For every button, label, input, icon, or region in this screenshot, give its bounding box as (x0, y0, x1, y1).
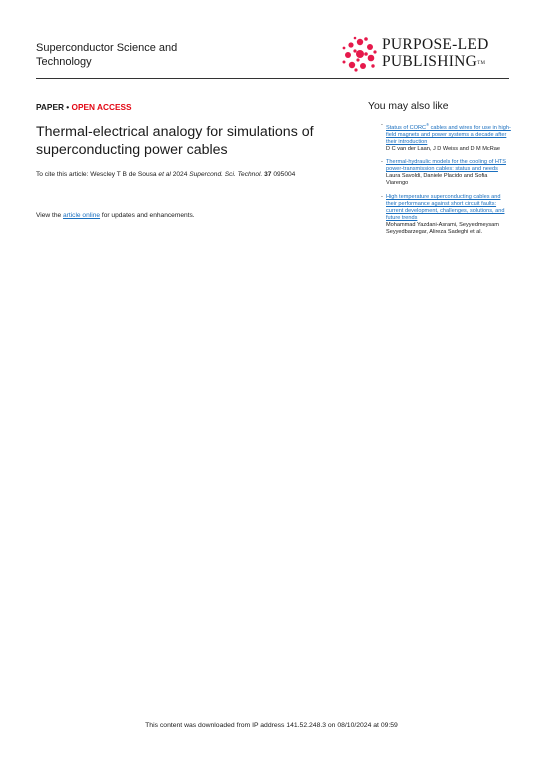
related-item-link[interactable]: High temperature superconducting cables and their performance against short circuit faults: current development, challenges, solutions, and future trends (386, 194, 505, 221)
paper-label: PAPER (36, 102, 64, 112)
related-heading: You may also like (368, 101, 449, 112)
related-item-authors: Mohammad Yazdani-Asrami, Seyyedmeysam Seyyedbarzegar, Alireza Sadeghi et al. (386, 221, 499, 235)
article-title: Thermal-electrical analogy for simulations of superconducting power cables (36, 124, 314, 158)
cite-prefix: To cite this article: Wescley T B de Sousa (36, 171, 159, 178)
related-title-part[interactable]: Status of CORC (386, 124, 427, 131)
list-dash: - (381, 159, 383, 166)
journal-name (36, 41, 196, 69)
related-item (381, 194, 511, 235)
related-item-link[interactable] (386, 122, 511, 145)
list-dash: - (381, 122, 383, 128)
cite-journal: Supercond. Sci. Technol. (189, 171, 263, 178)
related-list (381, 122, 511, 243)
list-dash: - (381, 194, 383, 201)
publisher-logo-text (382, 36, 489, 70)
publisher-logo[interactable] (342, 36, 512, 74)
journal-name-line1: Superconductor Science and (36, 42, 178, 54)
logo-trademark: TM (477, 61, 486, 66)
citation (36, 171, 295, 178)
related-item (381, 122, 511, 152)
cite-year: 2024 (170, 171, 190, 178)
cite-volume: 37 (264, 171, 272, 178)
view-prefix: View the (36, 212, 64, 219)
view-suffix: for updates and enhancements. (100, 212, 195, 219)
related-item-authors: Laura Savoldi, Daniele Placido and Sofia Viarengo (386, 173, 488, 187)
related-item-authors: D C van der Laan, J D Weiss and D M McRae (386, 145, 500, 152)
publisher-logo-icon (342, 36, 378, 72)
related-item-link[interactable]: Thermal-hydraulic models for the cooling of HTS power-transmission cables: status and needs (386, 159, 507, 173)
label-separator: • (63, 102, 72, 112)
header-divider (36, 78, 509, 79)
logo-line2-text: PUBLISHING (382, 53, 478, 70)
related-title-part[interactable]: cables and wires for use in high-field magnets and power systems a decade after their introduction (386, 124, 511, 145)
related-item (381, 159, 511, 187)
view-online-line (36, 212, 195, 219)
article-online-link[interactable]: article online (63, 212, 101, 219)
journal-name-line2: Technology (36, 56, 92, 68)
cite-etal: et al (158, 171, 171, 178)
cite-number: 095004 (271, 171, 296, 178)
download-footer: This content was downloaded from IP address 141.52.248.3 on 08/10/2024 at 09:59 (145, 722, 398, 729)
article-type-label (36, 102, 132, 112)
related-title-sup[interactable]: ® (426, 122, 430, 127)
logo-line1: PURPOSE-LED (382, 36, 489, 53)
logo-line2 (382, 53, 489, 70)
open-access-label: OPEN ACCESS (71, 102, 132, 112)
